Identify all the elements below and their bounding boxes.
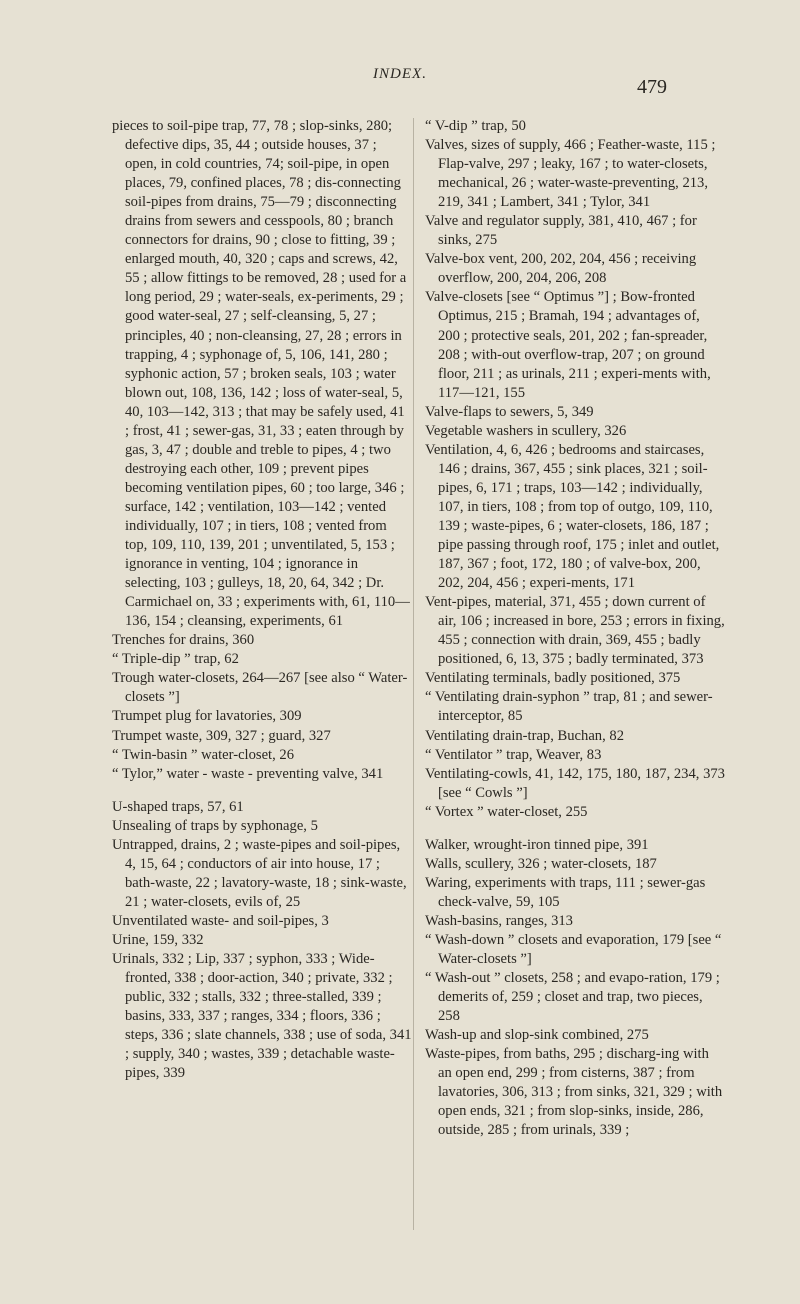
- page-number: 479: [637, 76, 667, 98]
- section-gap: [112, 784, 412, 798]
- index-entry: Valves, sizes of supply, 466 ; Feather-waste, 115 ; Flap-valve, 297 ; leaky, 167 ; to water-closets, mechanical, 26 ; water-waste-preventing, 213, 219, 341 ; Lambert, 341 ; Tylor, 341: [425, 137, 716, 211]
- index-entry: “ Wash-out ” closets, 258 ; and evapo-ration, 179 ; demerits of, 259 ; closet and trap, two pieces, 258: [425, 970, 720, 1025]
- index-entry: Unsealing of traps by syphonage, 5: [112, 817, 318, 834]
- index-entry: U-shaped traps, 57, 61: [112, 798, 244, 815]
- index-entry: Unventilated waste- and soil-pipes, 3: [112, 912, 329, 929]
- index-entry: Valve-flaps to sewers, 5, 349: [425, 403, 594, 420]
- index-column-right: [425, 117, 725, 1140]
- index-entry: Ventilating terminals, badly positioned, 375: [425, 670, 681, 687]
- running-title: INDEX.: [373, 66, 427, 82]
- index-entry: “ V-dip ” trap, 50: [425, 118, 526, 134]
- index-entry: Waste-pipes, from baths, 295 ; discharg-ing with an open end, 299 ; from cisterns, 387 ; from lavatories, 306, 313 ; from sinks, 321, 329 ; with open ends, 321 ; from slop-sinks, inside, 286, outside, 285 ; from urinals, 339 ;: [425, 1046, 723, 1139]
- index-entry: Wash-basins, ranges, 313: [425, 912, 573, 929]
- index-entry: “ Triple-dip ” trap, 62: [112, 651, 239, 668]
- index-entry: Wash-up and slop-sink combined, 275: [425, 1027, 649, 1044]
- index-entry: Walls, scullery, 326 ; water-closets, 187: [425, 855, 657, 872]
- index-entry: Trumpet waste, 309, 327 ; guard, 327: [112, 727, 331, 744]
- index-entry: Urine, 159, 332: [112, 931, 204, 948]
- index-entry: Ventilating-cowls, 41, 142, 175, 180, 187, 234, 373 [see “ Cowls ”]: [425, 765, 725, 801]
- index-entry: “ Wash-down ” closets and evaporation, 179 [see “ Water-closets ”]: [425, 931, 722, 968]
- index-entry: “ Twin-basin ” water-closet, 26: [112, 746, 294, 763]
- section-gap: [425, 822, 725, 836]
- index-entry: Urinals, 332 ; Lip, 337 ; syphon, 333 ; Wide-fronted, 338 ; door-action, 340 ; private, 332 ; public, 332 ; stalls, 332 ; three-stalled, 339 ; basins, 333, 337 ; ranges, 334 ; floors, 336 ; steps, 336 ; slate channels, 338 ; use of soda, 341 ; supply, 340 ; wastes, 339 ; detachable waste-pipes, 339: [112, 951, 412, 1082]
- index-entry: pieces to soil-pipe trap, 77, 78 ; slop-sinks, 280; defective dips, 35, 44 ; outside houses, 37 ; open, in cold countries, 74; soil-pipe, in open places, 79, confined places, 78 ; dis-connecting soil-pipes from drains, 75—79 ; disconnecting drains from sewers and cesspools, 80 ; branch connectors for drains, 90 ; close to fitting, 39 ; enlarged mouth, 40, 320 ; caps and screws, 42, 55 ; allow fittings to be removed, 28 ; used for a long period, 29 ; water-seals, ex-periments, 29 ; good water-seal, 27 ; self-cleansing, 5, 27 ; principles, 40 ; non-cleansing, 27, 28 ; errors in trapping, 4 ; syphonage of, 5, 106, 141, 280 ; syphonic action, 57 ; broken seals, 103 ; water blown out, 108, 136, 142 ; loss of water-seal, 5, 40, 103—142, 313 ; that may be safely used, 41 ; frost, 41 ; sewer-gas, 31, 33 ; eaten through by gas, 3, 47 ; double and treble to pipes, 4 ; two destroying each other, 109 ; prevent pipes becoming ventilation pipes, 60 ; too large, 346 ; surface, 142 ; ventilation, 103—142 ; vented individually, 107 ; in tiers, 108 ; vented from top, 109, 110, 139, 201 ; unventilated, 5, 153 ; ignorance in venting, 104 ; ignorance in selecting, 103 ; gulleys, 18, 20, 64, 342 ; Dr. Carmichael on, 33 ; experiments with, 61, 110—136, 154 ; cleansing, experiments, 61: [112, 118, 410, 630]
- index-column-left: [112, 117, 412, 1083]
- index-entry: Untrapped, drains, 2 ; waste-pipes and soil-pipes, 4, 15, 64 ; conductors of air into house, 17 ; bath-waste, 22 ; lavatory-waste, 18 ; sink-waste, 21 ; water-closets, evils of, 25: [112, 836, 407, 910]
- index-entry: Valve-box vent, 200, 202, 204, 456 ; receiving overflow, 200, 204, 206, 208: [425, 251, 697, 287]
- index-entry: Walker, wrought-iron tinned pipe, 391: [425, 836, 649, 853]
- index-entry: Trenches for drains, 360: [112, 632, 255, 649]
- index-entry: Vegetable washers in scullery, 326: [425, 422, 627, 439]
- index-entry: “ Tylor,” water - waste - preventing valve, 341: [112, 765, 384, 782]
- index-entry: “ Ventilator ” trap, Weaver, 83: [425, 746, 602, 763]
- index-entry: Waring, experiments with traps, 111 ; sewer-gas check-valve, 59, 105: [425, 874, 706, 910]
- index-entry: Ventilation, 4, 6, 426 ; bedrooms and staircases, 146 ; drains, 367, 455 ; sink places, 321 ; soil-pipes, 6, 171 ; traps, 103—142 ; individually, 107, in tiers, 108 ; from top of outgo, 109, 110, 139 ; waste-pipes, 6 ; water-closets, 186, 187 ; pipe passing through roof, 175 ; inlet and outlet, 187, 367 ; foot, 172, 180 ; of valve-box, 200, 202, 204, 456 ; experi-ments, 171: [425, 441, 720, 592]
- column-divider: [413, 118, 414, 1230]
- index-entry: “ Ventilating drain-syphon ” trap, 81 ; and sewer-interceptor, 85: [425, 689, 713, 725]
- index-entry: Valve and regulator supply, 381, 410, 467 ; for sinks, 275: [425, 213, 697, 249]
- index-entry: Vent-pipes, material, 371, 455 ; down current of air, 106 ; increased in bore, 253 ; errors in fixing, 455 ; connection with drain, 369, 455 ; badly positioned, 6, 13, 375 ; badly terminated, 373: [425, 594, 725, 668]
- index-entry: Ventilating drain-trap, Buchan, 82: [425, 727, 624, 744]
- index-entry: “ Vortex ” water-closet, 255: [425, 803, 588, 820]
- index-entry: Valve-closets [see “ Optimus ”] ; Bow-fronted Optimus, 215 ; Bramah, 194 ; advantages of, 200 ; protective seals, 201, 202 ; fan-spreader, 208 ; with-out overflow-trap, 207 ; on ground floor, 211 ; as urinals, 211 ; experi-ments with, 117—121, 155: [425, 289, 711, 401]
- index-entry: Trumpet plug for lavatories, 309: [112, 708, 302, 725]
- index-entry: Trough water-closets, 264—267 [see also “ Water-closets ”]: [112, 670, 408, 706]
